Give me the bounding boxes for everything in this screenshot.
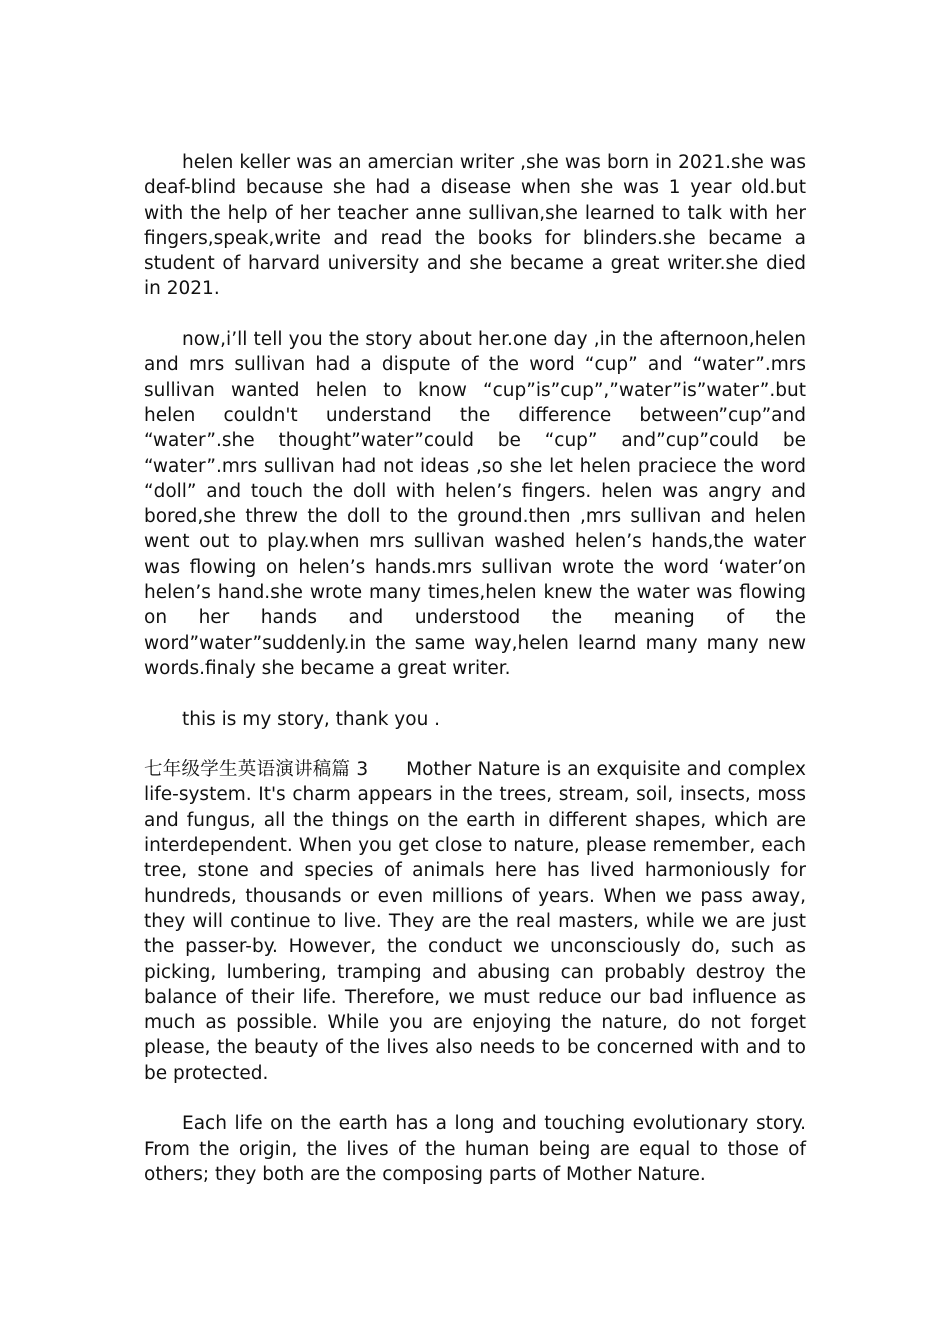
paragraph-closing: this is my story, thank you .	[182, 708, 441, 730]
paragraph-helen-bio: helen keller was an amercian writer ,she was born in 2021.she was deaf-blind because she had a disease when she was 1 year old.but with the help of her teacher anne sullivan,she learned to talk with her fingers,speak,write and read the books for blinders.she became a student of harvard university and she became a great writer.she died in 2021.	[144, 152, 806, 300]
section-3-text: Mother Nature is an exquisite and complex life-system. It's charm appears in the trees, stream, soil, insects, moss and fungus, all the things on the earth in different shapes, which are interdependent. When you get close to nature, please remember, each tree, stone and species of animals here has lived harmoniously for hundreds, thousands or even millions of years. When we pass away, they will continue to live. They are the real masters, while we are just the passer-by. However, the conduct we unconsciously do, such as picking, lumbering, tramping and abusing can probably destroy the balance of their life. Therefore, we must reduce our bad influence as much as possible. While you are enjoying the nature, do not forget please, the beauty of the lives also needs to be concerned with and to be protected.	[144, 759, 806, 1084]
paragraph-evolution: Each life on the earth has a long and touching evolutionary story. From the origin, the lives of the human being are equal to those of others; they both are the composing parts of Mother Nature.	[144, 1113, 806, 1185]
document-page	[144, 150, 806, 1212]
paragraph-section-3	[144, 757, 806, 1086]
section-title: 七年级学生英语演讲稿篇 3	[144, 759, 369, 781]
paragraph-helen-story: now,i’ll tell you the story about her.one day ,in the afternoon,helen and mrs sullivan had a dispute of the word “cup” and “water”.mrs sullivan wanted helen to know “cup”is”cup”,”water”is”water”.but helen couldn't understand the difference between”cup”and “water”.she thought”water”could be “cup” and”cup”could be “water”.mrs sullivan had not ideas ,so she let helen praciece the word “doll” and touch the doll with helen’s fingers. helen was angry and bored,she threw the doll to the ground.then ,mrs sullivan and helen went out to play.when mrs sullivan washed helen’s hands,the water was flowing on helen’s hands.mrs sullivan wrote the word ‘water’on helen’s hand.she wrote many times,helen knew the water was flowing on her hands and understood the meaning of the word”water”suddenly.in the same way,helen learnd many many new words.finaly she became a great writer.	[144, 329, 806, 679]
